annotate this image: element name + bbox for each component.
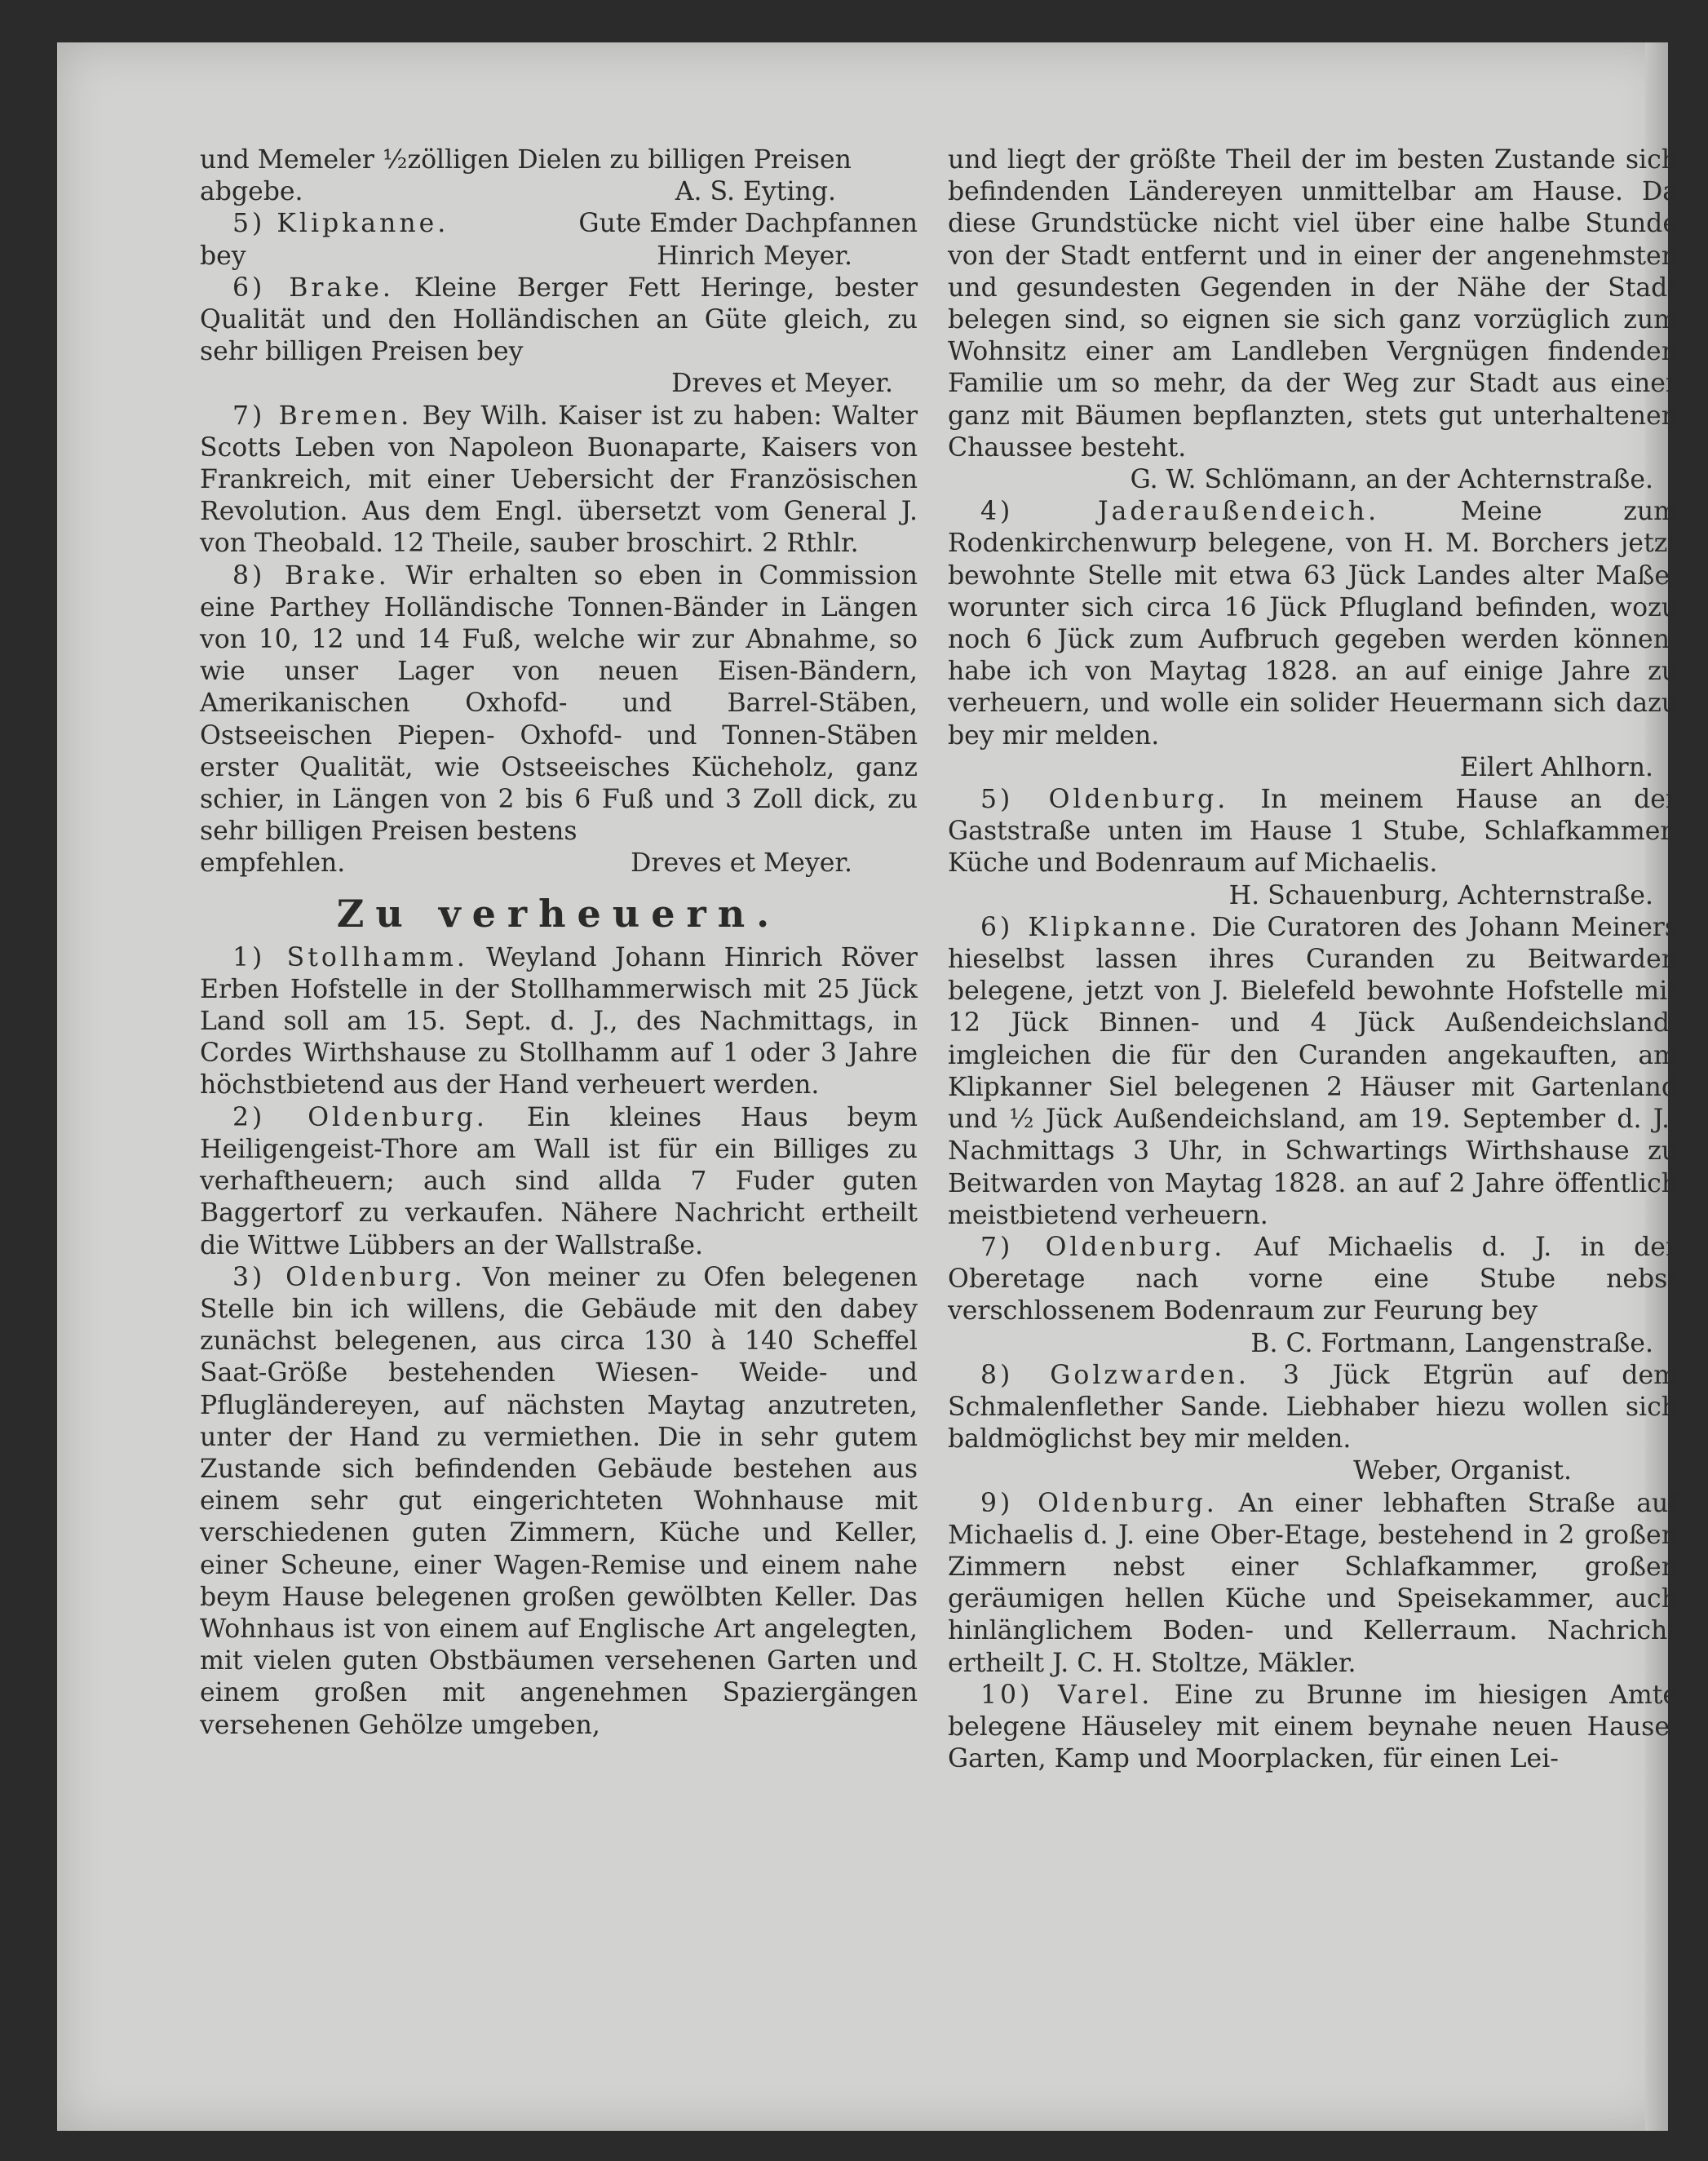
ad-text: Wir erhalten so eben in Commission eine Parthey Holländische Tonnen-Bänder in Längen von 10, 12 und 14 Fuß, welche wir zur Abnahme, so wie unser Lager von neuen Eisen-Bändern, Amerikanischen Oxhofd- und Barrel-Stäben, Ostseeischen Piepen- Oxhofd- und Tonnen-Stäben erster Qualität, wie Ostseeisches Kücheholz, ganz schier, in Längen von 2 bis 6 Fuß und 3 Zoll dick, zu sehr billigen Preisen bestens <box>200 560 918 847</box>
ad-text: empfehlen. <box>200 848 346 879</box>
ad-place: 7) Bremen. <box>232 401 413 431</box>
rent-ad-10 <box>948 1680 1678 1776</box>
ad-text: 3 Jück Etgrün auf dem Schmalenflether Sande. Liebhaber hiezu wollen sich baldmöglichst bey mir melden. <box>948 1360 1678 1455</box>
continuation-line-2 <box>200 176 918 208</box>
ad-place: 9) Oldenburg. <box>980 1488 1218 1518</box>
ad-5 <box>200 208 918 240</box>
ad-text: Kleine Berger Fett Heringe, bester Qualität und den Holländischen an Güte gleich, zu sehr billigen Preisen bey <box>200 272 918 367</box>
left-column <box>200 144 918 1742</box>
signature: Eilert Ahlhorn. <box>1459 752 1653 782</box>
ad-text: Weyland Johann Hinrich Röver Erben Hofstelle in der Stollhammerwisch mit 25 Jück Land soll am 15. Sept. d. J., des Nachmittags, in Cordes Wirthshause zu Stollhamm auf 1 oder 3 Jahre höchstbietend aus der Hand verheuert werden. <box>200 942 918 1100</box>
signature: B. C. Fortmann, Langenstraße. <box>1250 1328 1653 1358</box>
ad-place: 8) Brake. <box>232 560 390 591</box>
ad-7 <box>200 401 918 560</box>
signature: G. W. Schlömann, an der Achternstraße. <box>1130 465 1653 495</box>
continuation-text: abgebe. <box>200 177 303 207</box>
ad-place: 5) Oldenburg. <box>980 785 1229 815</box>
newspaper-page <box>57 42 1679 2131</box>
ad-8 <box>200 560 918 848</box>
ad-place: 7) Oldenburg. <box>980 1232 1226 1262</box>
ad-place: 5) Klipkanne. <box>232 209 449 239</box>
ad-place: 6) Klipkanne. <box>980 912 1201 942</box>
right-column <box>948 144 1678 1775</box>
ad-text: Von meiner zu Ofen belegenen Stelle bin ich willens, die Gebäude mit den dabey zunächst belegenen, aus circa 130 à 140 Scheffel Saat-Größe bestehenden Wiesen- Weide- und Pflugländereyen, auf nächsten Maytag anzutreten, unter der Hand zu vermiethen. Die in sehr gutem Zustande sich befindenden Gebäude bestehen aus einem sehr gut eingerichteten Wohnhause mit verschiedenen guten Zimmern, Küche und Keller, einer Scheune, einer Wagen-Remise und einem nahe beym Hause belegenen großen gewölbten Keller. Das Wohnhaus ist von einem auf Englische Art angelegten, mit vielen guten Obstbäumen versehenen Garten und einem großen mit angenehmen Spaziergängen versehenen Gehölze umgeben, <box>200 1262 918 1740</box>
ad-text: In meinem Hause an der Gaststraße unten im Hause 1 Stube, Schlafkammer, Küche und Bodenraum auf Michaelis. <box>948 785 1678 879</box>
section-heading: Zu verheuern. <box>336 891 781 936</box>
continuation-line: und Memeler ½zölligen Dielen zu billigen Preisen <box>200 145 852 175</box>
rent-ad-3 <box>200 1262 918 1742</box>
rent-ad-7 <box>948 1232 1678 1328</box>
ad-6 <box>200 272 918 369</box>
continuation-paragraph: und liegt der größte Theil der im besten Zustande sich befindenden Ländereyen unmittelbar am Hause. Da diese Grundstücke nicht viel über eine halbe Stunde von der Stadt entfernt und in einer der angenehmsten und gesundesten Gegenden in der Nähe der Stadt belegen sind, so eignen sie sich ganz vorzüglich zum Wohnsitz einer am Landleben Vergnügen findenden Familie um so mehr, da der Weg zur Stadt aus einer ganz mit Bäumen bepflanzten, stets gut unterhaltenen Chaussee besteht. <box>948 145 1678 463</box>
signature: Dreves et Meyer. <box>671 369 893 399</box>
rent-ad-8 <box>948 1360 1678 1456</box>
ad-place: 8) Golzwarden. <box>980 1360 1250 1390</box>
signature: Hinrich Meyer. <box>657 241 852 271</box>
ad-8-last <box>200 848 918 879</box>
ad-text: bey <box>200 241 246 271</box>
ad-place: 3) Oldenburg. <box>232 1262 466 1292</box>
ad-text: An einer lebhaften Straße auf Michaelis d. J. eine Ober-Etage, bestehend in 2 großen Zimmern nebst einer Schlafkammer, großen geräumigen hellen Küche und Speisekammer, auch hinlänglichem Boden- und Kellerraum. Nachricht ertheilt J. C. H. Stoltze, Mäkler. <box>948 1488 1679 1678</box>
rent-ad-1 <box>200 942 918 1102</box>
signature: Weber, Organist. <box>1353 1456 1572 1486</box>
rent-ad-2 <box>200 1102 918 1262</box>
ad-text: Die Curatoren des Johann Meiners hieselbst lassen ihres Curanden zu Beitwarden belegene, jetzt von J. Bielefeld bewohnte Hofstelle mit 12 Jück Binnen- und 4 Jück Außendeichsland, imgleichen die für den Curanden angekauften, am Klipkanner Siel belegenen 2 Häuser mit Gartenland und ½ Jück Außendeichsland, am 19. September d. J., Nachmittags 3 Uhr, in Schwartings Wirthshause zu Beitwarden von Maytag 1828. an auf 2 Jahre öffentlich meistbietend verheuern. <box>948 912 1679 1230</box>
signature: A. S. Eyting. <box>675 177 836 207</box>
ad-text: Auf Michaelis d. J. in der Oberetage nach vorne eine Stube nebst verschlossenem Bodenraum zur Feurung bey <box>948 1232 1679 1326</box>
signature: Dreves et Meyer. <box>631 848 852 879</box>
ad-text: Ein kleines Haus beym Heiligengeist-Thore am Wall ist für ein Billiges zu verhaftheuern; auch sind allda 7 Fuder guten Baggertorf zu verkaufen. Nähere Nachricht ertheilt die Wittwe Lübbers an der Wallstraße. <box>200 1102 918 1260</box>
ad-5-line2 <box>200 241 918 272</box>
signature: H. Schauenburg, Achternstraße. <box>1228 880 1653 910</box>
ad-place: 2) Oldenburg. <box>232 1102 488 1132</box>
ad-text: Gute Emder Dachpfannen <box>578 209 918 239</box>
rent-ad-6 <box>948 912 1678 1232</box>
ad-text: Eine zu Brunne im hiesigen Amte belegene Häuseley mit einem beynahe neuen Hause, Garten, Kamp und Moorplacken, für einen Lei- <box>948 1680 1679 1774</box>
ad-place: 6) Brake. <box>232 272 394 303</box>
ad-text: Bey Wilh. Kaiser ist zu haben: Walter Scotts Leben von Napoleon Buonaparte, Kaisers von Frankreich, mit einer Uebersicht der Französischen Revolution. Aus dem Engl. übersetzt vom General J. von Theobald. 12 Theile, sauber broschirt. 2 Rthlr. <box>200 401 918 559</box>
ad-place: 4) Jaderaußendeich. <box>980 497 1380 527</box>
ad-place: 10) Varel. <box>980 1680 1153 1710</box>
rent-ad-4 <box>948 496 1678 752</box>
ad-place: 1) Stollhamm. <box>232 942 468 972</box>
rent-ad-5 <box>948 784 1678 880</box>
ad-text: Meine zum Rodenkirchenwurp belegene, von H. M. Borchers jetzt bewohnte Stelle mit etwa 63 Jück Landes alter Maße, worunter sich circa 16 Jück Pflugland befinden, wozu noch 6 Jück zum Aufbruch gegeben werden können, habe ich von Maytag 1828. an auf einige Jahre zu verheuern, und wolle ein solider Heuermann sich dazu bey mir melden. <box>948 497 1678 751</box>
rent-ad-9 <box>948 1488 1678 1680</box>
